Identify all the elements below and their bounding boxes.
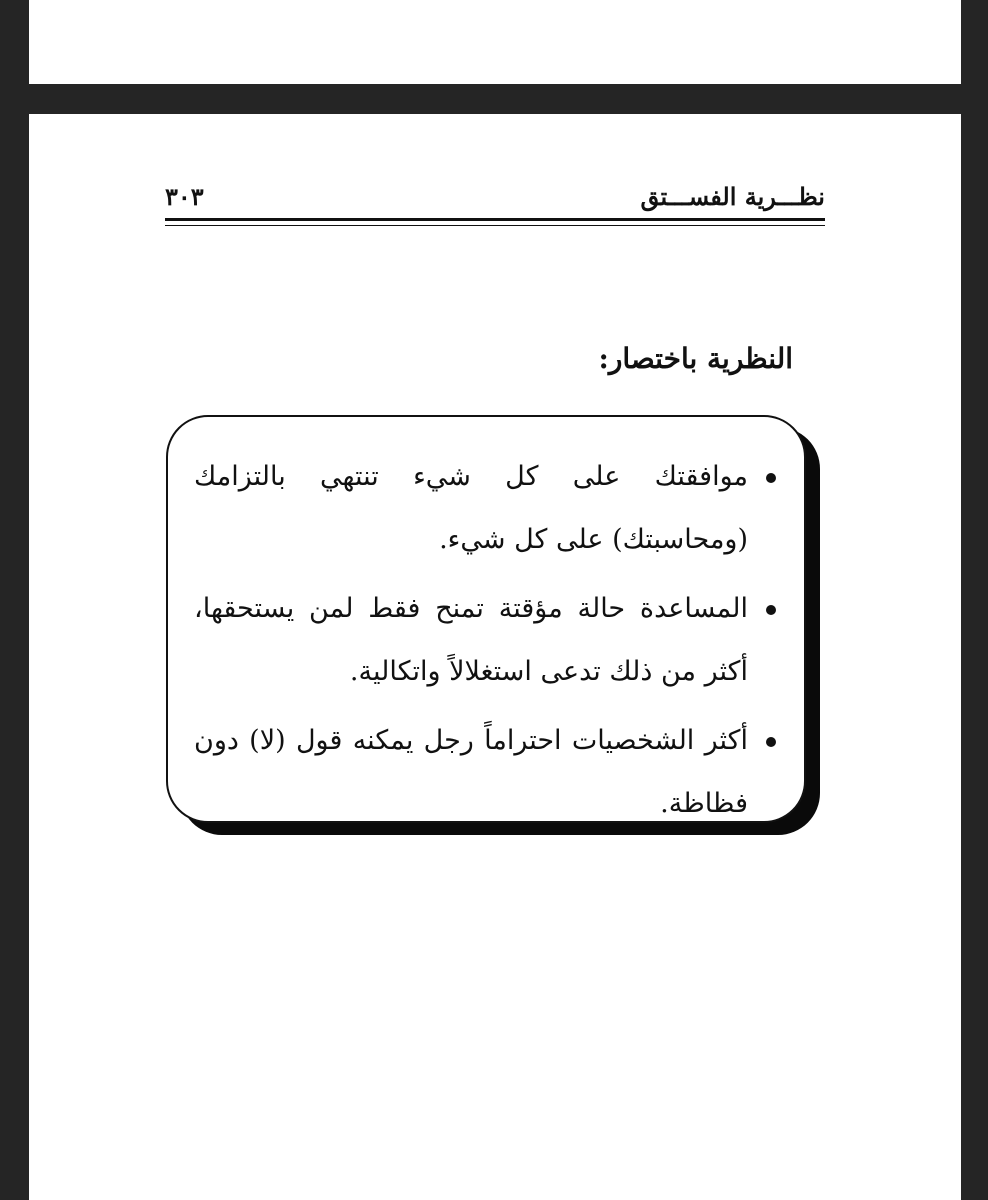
book-page	[29, 114, 961, 1200]
list-item	[194, 445, 778, 571]
page-number: ٣٠٣	[165, 182, 204, 211]
list-item	[194, 577, 778, 703]
bullet-text: أكثر الشخصيات احتراماً رجل يمكنه قول (لا) دون فظاظة.	[194, 725, 748, 819]
section-heading: النظرية باختصار:	[598, 342, 793, 375]
summary-box	[166, 415, 806, 823]
bullet-icon	[766, 473, 776, 483]
header-rule-thick	[165, 218, 825, 221]
bullet-icon	[766, 737, 776, 747]
previous-page-bottom	[29, 0, 961, 84]
running-header	[165, 178, 825, 232]
book-title: نظـــرية الفســـتق	[640, 182, 825, 211]
bullet-text: المساعدة حالة مؤقتة تمنح فقط لمن يستحقها، أكثر من ذلك تدعى استغلالاً واتكالية.	[194, 593, 748, 687]
bullet-text: موافقتك على كل شيء تنتهي بالتزامك (ومحاسبتك) على كل شيء.	[194, 461, 748, 555]
list-item	[194, 709, 778, 835]
bullet-icon	[766, 605, 776, 615]
header-rule-thin	[165, 225, 825, 226]
bullet-list	[194, 445, 778, 835]
